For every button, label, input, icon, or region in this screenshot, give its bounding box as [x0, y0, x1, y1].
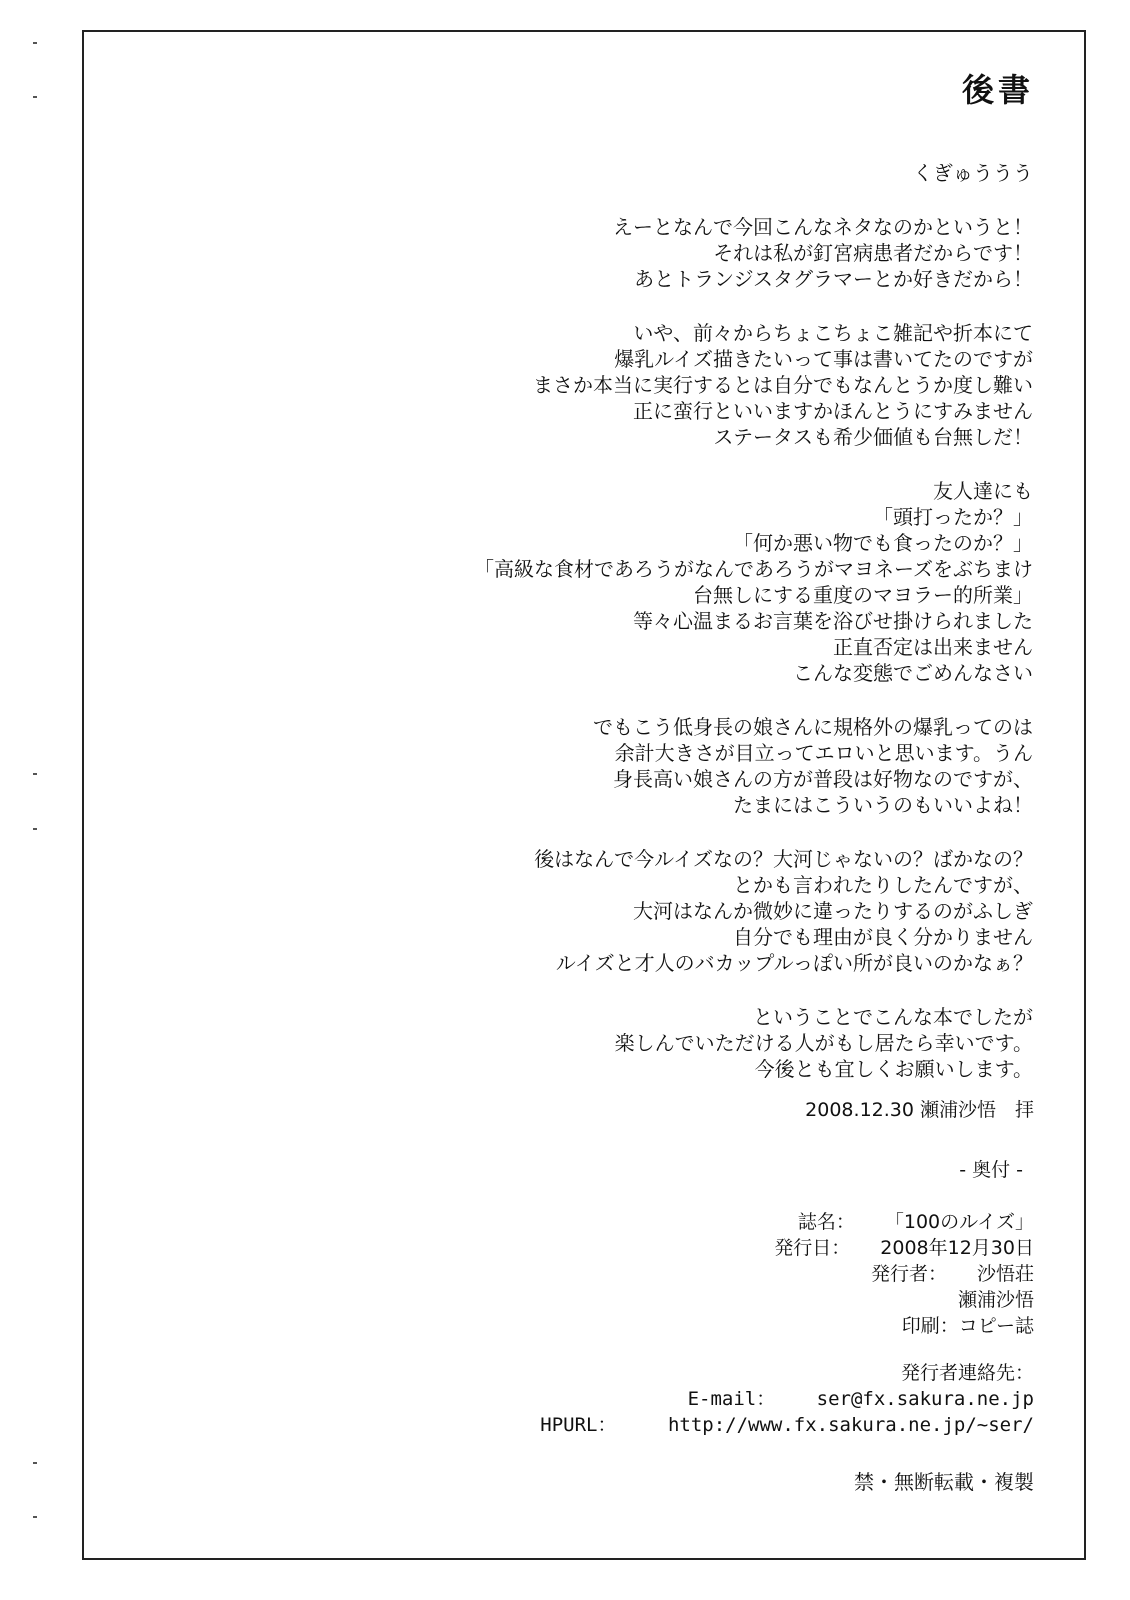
text-line: えーとなんで今回こんなネタなのかというと！ — [613, 215, 1033, 239]
text-line: 「何か悪い物でも食ったのか？」 — [733, 531, 1033, 555]
copyright-notice: 禁・無断転載・複製 — [854, 1470, 1034, 1494]
text-line: 正に蛮行といいますかほんとうにすみません — [633, 399, 1033, 423]
homepage-url: http://www.fx.sakura.ne.jp/~ser/ — [667, 1414, 1034, 1436]
contact-heading: 発行者連絡先： — [900, 1362, 1034, 1384]
text-line: 正直否定は出来ません — [833, 635, 1033, 659]
colophon-heading: - 奥付 - — [959, 1159, 1023, 1181]
text-line: ステータスも希少価値も台無しだ！ — [713, 425, 1033, 449]
colophon-value: コピー誌 — [958, 1315, 1034, 1337]
scan-mark — [33, 828, 37, 830]
afterword-body — [333, 160, 1033, 1110]
text-line: でもこう低身長の娘さんに規格外の爆乳ってのは — [593, 715, 1033, 739]
scan-mark — [33, 96, 37, 98]
email-label: E-mail： — [687, 1388, 776, 1410]
scan-mark — [33, 1462, 37, 1464]
colophon-label: 発行者： — [870, 1263, 947, 1285]
colophon-table — [334, 1209, 1034, 1339]
text-line: 等々心温まるお言葉を浴びせ掛けられました — [633, 609, 1033, 633]
colophon-value: 2008年12月30日 — [880, 1237, 1034, 1259]
text-line: くぎゅううう — [913, 161, 1033, 185]
colophon-label: 印刷： — [901, 1315, 959, 1337]
colophon-label: 誌名： — [797, 1211, 855, 1233]
colophon-row — [334, 1287, 1034, 1313]
text-line: 「頭打ったか？」 — [873, 505, 1033, 529]
text-line: 友人達にも — [933, 479, 1033, 503]
text-line: 後はなんで今ルイズなの？大河じゃないの？ばかなの？ — [534, 847, 1033, 871]
text-line: 楽しんでいただける人がもし居たら幸いです。 — [614, 1031, 1033, 1055]
colophon-value: 「100のルイズ」 — [884, 1211, 1034, 1233]
email-address: ser@fx.sakura.ne.jp — [816, 1388, 1034, 1410]
contact-block — [334, 1360, 1034, 1438]
scan-mark — [33, 42, 37, 44]
text-line: 「高級な食材であろうがなんであろうがマヨネーズをぶちまけ — [474, 557, 1033, 581]
paragraph — [333, 1004, 1033, 1082]
colophon-value: 沙悟荘 — [976, 1263, 1034, 1285]
paragraph — [333, 714, 1033, 818]
paragraph — [333, 846, 1033, 976]
text-line: それは私が釘宮病患者だからです！ — [713, 241, 1033, 265]
signature: 2008.12.30 瀬浦沙悟 拝 — [805, 1099, 1034, 1121]
url-row — [334, 1412, 1034, 1438]
colophon-row — [334, 1235, 1034, 1261]
scan-mark — [33, 1516, 37, 1518]
text-line: こんな変態でごめんなさい — [793, 661, 1033, 685]
page-title: 後書 — [961, 71, 1034, 109]
email-row — [334, 1386, 1034, 1412]
paragraph — [333, 478, 1033, 686]
text-line: 自分でも理由が良く分かりません — [733, 925, 1033, 949]
text-line: 爆乳ルイズ描きたいって事は書いてたのですが — [614, 347, 1033, 371]
text-line: ルイズと才人のバカップルっぽい所が良いのかなぁ？ — [555, 951, 1033, 975]
text-line: まさか本当に実行するとは自分でもなんとうか度し難い — [533, 373, 1033, 397]
colophon-row — [334, 1313, 1034, 1339]
text-line: 台無しにする重度のマヨラー的所業」 — [693, 583, 1033, 607]
text-line: たまにはこういうのもいいよね！ — [733, 793, 1033, 817]
text-line: ということでこんな本でしたが — [753, 1005, 1033, 1029]
paragraph — [333, 160, 1033, 186]
paragraph — [333, 214, 1033, 292]
colophon-row — [334, 1209, 1034, 1235]
paragraph — [333, 320, 1033, 450]
text-line: 今後とも宜しくお願いします。 — [754, 1057, 1033, 1081]
colophon-value: 瀬浦沙悟 — [957, 1289, 1034, 1311]
text-line: 余計大きさが目立ってエロいと思います。うん — [614, 741, 1033, 765]
text-line: 身長高い娘さんの方が普段は好物なのですが、 — [613, 767, 1033, 791]
text-line: 大河はなんか微妙に違ったりするのがふしぎ — [633, 899, 1033, 923]
scan-mark — [33, 773, 37, 775]
url-label: HPURL： — [540, 1414, 617, 1436]
text-line: いや、前々からちょこちょこ雑記や折本にて — [633, 321, 1033, 345]
colophon-label: 発行日： — [774, 1237, 851, 1259]
colophon-row — [334, 1261, 1034, 1287]
text-line: とかも言われたりしたんですが、 — [733, 873, 1033, 897]
text-line: あとトランジスタグラマーとか好きだから！ — [634, 267, 1033, 291]
